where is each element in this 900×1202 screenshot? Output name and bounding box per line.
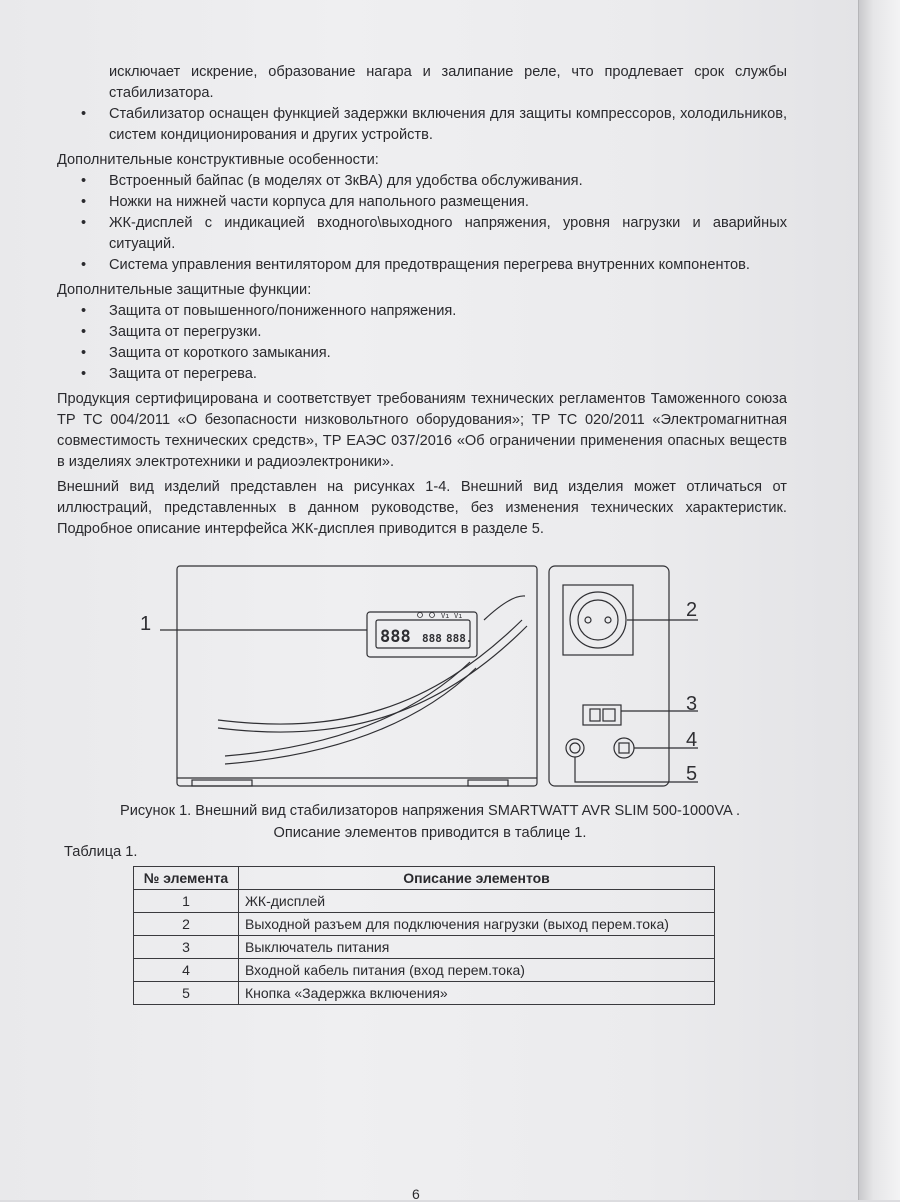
table-cell-description: Выходной разъем для подключения нагрузки (выход перем.тока) bbox=[239, 913, 715, 936]
lcd-digits-right: 888. bbox=[446, 632, 473, 645]
table-cell-number: 3 bbox=[134, 936, 239, 959]
body-text bbox=[57, 62, 787, 540]
continued-bullet: исключает искрение, образование нагара и залипание реле, что продлевает срок службы стабилизатора. bbox=[109, 64, 787, 101]
figure-caption bbox=[60, 800, 800, 844]
table-row bbox=[134, 913, 715, 936]
stabilizer-front-panel bbox=[177, 566, 537, 786]
lcd-warning-icon bbox=[418, 613, 423, 618]
lcd-digits-mid: 888 bbox=[422, 632, 442, 645]
table-header-cell: Описание элементов bbox=[239, 867, 715, 890]
section-heading-protection: Дополнительные защитные функции: bbox=[57, 282, 312, 298]
output-socket bbox=[563, 585, 633, 655]
callout-3: 3 bbox=[686, 693, 698, 715]
table-header-row bbox=[134, 867, 715, 890]
callout-2: 2 bbox=[686, 599, 698, 621]
callout-1: 1 bbox=[140, 613, 152, 635]
table-cell-number: 1 bbox=[134, 890, 239, 913]
lcd-fan-icon bbox=[430, 613, 435, 618]
appearance-paragraph: Внешний вид изделий представлен на рисунках 1-4. Внешний вид изделия может отличаться от иллюстраций, представленных в данном руководстве, без изменения технических характеристик. Подробное описание интерфейса ЖК-дисплея приводится в разделе 5. bbox=[57, 479, 787, 537]
table-header-cell: № элемента bbox=[134, 867, 239, 890]
foot-left bbox=[192, 780, 252, 786]
protection-features-list bbox=[57, 301, 787, 385]
list-item: • Защита от перегрева. bbox=[57, 364, 787, 385]
list-item: • Встроенный байпас (в моделях от 3кВА) для удобства обслуживания. bbox=[57, 171, 787, 192]
foot-right bbox=[468, 780, 508, 786]
list-item: • Ножки на нижней части корпуса для напольного размещения. bbox=[57, 192, 787, 213]
table-row bbox=[134, 959, 715, 982]
lcd-digits-main: 888 bbox=[380, 627, 411, 647]
callout-5: 5 bbox=[686, 763, 698, 785]
input-cable bbox=[614, 738, 634, 758]
caption-line-2: Описание элементов приводится в таблице 1. bbox=[273, 825, 587, 841]
table-cell-number: 2 bbox=[134, 913, 239, 936]
list-item: • Защита от повышенного/пониженного напряжения. bbox=[57, 301, 787, 322]
callout-4: 4 bbox=[686, 729, 698, 751]
table-cell-description: ЖК-дисплей bbox=[239, 890, 715, 913]
caption-line-1: Рисунок 1. Внешний вид стабилизаторов напряжения SMARTWATT AVR SLIM 500-1000VA . bbox=[119, 803, 741, 819]
table-cell-description: Выключатель питания bbox=[239, 936, 715, 959]
table-label: Таблица 1. bbox=[64, 844, 138, 860]
bullet-delay-function: • Стабилизатор оснащен функцией задержки включения для защиты компрессоров, холодильников, систем кондиционирования и других устройств. bbox=[57, 104, 787, 146]
page-edge bbox=[858, 0, 900, 1200]
table-cell-description: Кнопка «Задержка включения» bbox=[239, 982, 715, 1005]
design-features-list bbox=[57, 171, 787, 276]
lcd-indicator-vout: Vı bbox=[454, 612, 463, 620]
table-row bbox=[134, 936, 715, 959]
certification-paragraph: Продукция сертифицирована и соответствует требованиям технических регламентов Таможенного союза ТР ТС 004/2011 «О безопасности низковольтного оборудования»; ТР ТС 020/2011 «Электромагнитная совместимость технических средств», ТР ЕАЭС 037/2016 «Об ограничении применения опасных веществ в изделиях электротехники и радиоэлектроники». bbox=[57, 391, 787, 470]
stabilizer-figure bbox=[130, 560, 730, 800]
table-cell-number: 4 bbox=[134, 959, 239, 982]
intro-list bbox=[57, 62, 787, 146]
list-item: • Защита от перегрузки. bbox=[57, 322, 787, 343]
list-item: • ЖК-дисплей с индикацией входного\выходного напряжения, уровня нагрузки и аварийных ситуаций. bbox=[57, 213, 787, 255]
table-row bbox=[134, 890, 715, 913]
page-number: 6 bbox=[412, 1186, 420, 1202]
table-cell-description: Входной кабель питания (вход перем.тока) bbox=[239, 959, 715, 982]
elements-table bbox=[133, 866, 715, 1005]
table-row bbox=[134, 982, 715, 1005]
list-item: • Защита от короткого замыкания. bbox=[57, 343, 787, 364]
list-item: • Система управления вентилятором для предотвращения перегрева внутренних компонентов. bbox=[57, 255, 787, 276]
section-heading-design: Дополнительные конструктивные особенности: bbox=[57, 152, 379, 168]
delay-button bbox=[566, 739, 584, 757]
lcd-indicator-vin: Vı bbox=[441, 612, 450, 620]
table-cell-number: 5 bbox=[134, 982, 239, 1005]
